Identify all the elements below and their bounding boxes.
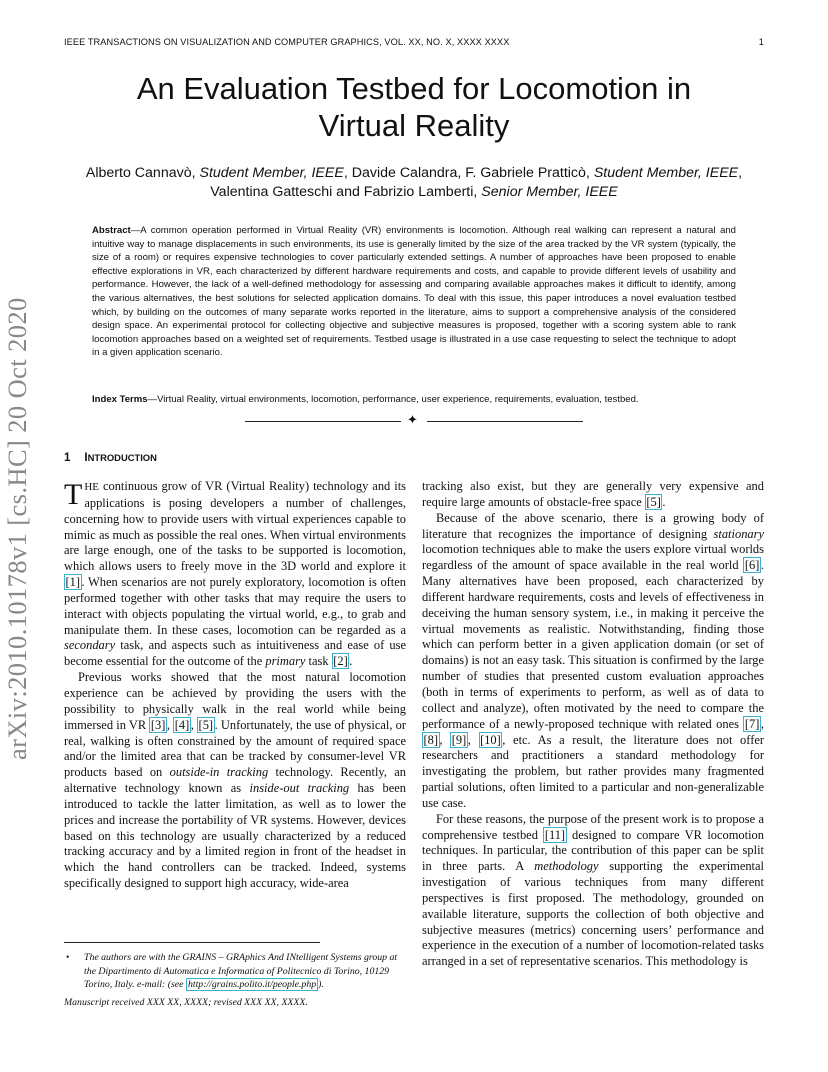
journal-name: IEEE TRANSACTIONS ON VISUALIZATION AND COMPUTER GRAPHICS, VOL. XX, NO. X, XXXX XXXX [64,37,510,47]
emphasis: stationary [713,526,764,541]
text-run: , etc. As a result, the literature does not offer researchers and practitioners a standard methodology for investigating the problem, but rather provides many fragmented partial solutions, often limited to a particular and non-generalizable use case. [422,732,765,810]
arxiv-stamp: arXiv:2010.10178v1 [cs.HC] 20 Oct 2020 [2,297,32,760]
text-run: continuous grow of VR (Virtual Reality) technology and its applications is posing developers a number of challenges, concerning how to provide users with virtual experiences capable to mimic as much as possible the real ones. When virtual environments are large enough, one of the tasks to be supported is locomotion, which allows users to freely move in the 3D world and explore it [64,479,406,574]
text-run: task, and aspects such as intuitiveness and ease of use become essential for the outcome of the [64,638,406,669]
citation-link[interactable]: [9] [451,732,467,747]
index-terms-label: Index Terms [92,394,148,405]
title-line-1: An Evaluation Testbed for Locomotion in [136,71,692,106]
drop-cap: T [64,478,83,511]
citation-link[interactable]: [6] [744,558,760,573]
text-run: , [190,717,198,732]
text-run: , [760,716,764,731]
text-run: . When scenarios are not purely exploratory, locomotion is often performed together with other tasks that may require the users to interact with objects populating the virtual world, e.g., to grab and manipulate them. In these cases, locomotion can be regarded as a [64,575,406,637]
author-3-role: Student Member, IEEE [593,165,739,181]
text-run: . Many alternatives have been proposed, each characterized by different hardware requirements, costs and levels of effectiveness in deceiving the human sensory system, i.e., in making it perceive the virtual movements as realistic. Notwithstanding, finding those which can perform better in a given application domain (or set of domains) is not an easy task. This situation is confirmed by the large number of studies that presented custom evaluation approaches (both in terms of experiments to perform, as well as of data to collect and analyze), often motivated by the need to compare the performance of a newly-proposed technique with related ones [422,558,764,731]
paper-title [40,70,788,144]
paragraph [422,812,764,970]
manuscript-note: Manuscript received XXX XX, XXXX; revised XXX XX, XXXX. [64,996,308,1008]
section-heading [64,452,157,464]
citation-link[interactable]: [3] [150,717,166,732]
author-1: Alberto Cannavò, [85,165,196,181]
emphasis: outside-in tracking [169,765,269,780]
body-column-left [64,479,406,929]
abstract-text: —A common operation performed in Virtual Reality (VR) environments is locomotion. Although real walking can represent a natural and intuitive way to manage displacements in such environments, its use is generally limited by the size of the area tracked by the VR system (typically, the size of a room) or requires expensive technologies to cover particularly extended settings. A number of approaches have been proposed to enable effective explorations in VR, each characterized by different hardware requirements and costs, and capable to provide different levels of usability and performance. However, the lack of a well-defined methodology for assessing and comparing available approaches makes it difficult to identify, among the various alternatives, the best solutions for selected application domains. To deal with this issue, this paper introduces a novel evaluation testbed which, by building on the outcomes of many separate works reported in the literature, aims to support a comprehensive analysis of the considered design space. An experimental protocol for collecting objective and subjective measures is proposed, together with a scoring system able to rank locomotion approaches based on a weighted set of requirements. Testbed usage is illustrated in a use case requesting to select the technique to adopt in a given application scenario. [92,225,736,359]
text-run: technology. Recently, an alternative technology known as [64,765,407,796]
author-5-role: Senior Member, IEEE [481,184,618,200]
emphasis: secondary [64,638,116,653]
citation-link[interactable]: [8] [423,732,439,747]
text-run: . [349,654,353,669]
text-run: For these reasons, the purpose of the present work is to propose a comprehensive testbed [422,811,764,842]
index-terms [92,393,736,407]
title-line-2: Virtual Reality [318,108,510,143]
authors-4-5: Valentina Gatteschi and Fabrizio Lamberti, [210,184,478,200]
text-run: has been introduced to tackle the latter limitation, as well as to lower the prices and increase the portability of VR systems. However, devices based on this technology are usually characterized by a reduced tracking accuracy and by a limited region in front of the headset in which the hand controllers can be tracked. Indeed, systems specifically designed to support high accuracy, wide-area [64,781,406,891]
text-run: ). [318,979,324,991]
running-header [64,37,764,47]
divider-line-left [245,421,401,422]
footnote-item [64,951,406,992]
section-number: 1 [64,452,71,464]
text-run: , [439,732,451,747]
paragraph [64,670,406,892]
text-run: designed to compare VR locomotion techniques. In particular, the contribution of this paper can be split in three parts. A [422,827,764,874]
section-title-rest: NTRODUCTION [87,452,157,463]
section-divider [245,414,583,428]
emphasis: methodology [534,859,599,874]
author-list [30,164,798,202]
citation-link[interactable]: [1] [65,575,81,590]
citation-link[interactable]: [5] [646,494,661,509]
footnote [64,951,406,1009]
citation-link[interactable]: [7] [744,716,760,731]
paragraph [422,511,764,812]
citation-link[interactable]: [4] [174,717,190,732]
text-run: Previous works showed that the most natural locomotion experience can be achieved by providing the users with the possibility to physically walk in the real world while being immersed in VR [64,670,406,732]
text-run: tracking also exist, but they are generally very expensive and require large amounts of obstacle-free space [422,479,764,509]
section-title-initial: I [84,452,88,464]
diamond-ornament-icon: ✦ [407,412,418,427]
emphasis: primary [265,654,306,669]
footnote-text [84,951,406,992]
citation-link[interactable]: [10] [480,732,501,747]
citation-link[interactable]: [2] [333,654,348,669]
text-run: locomotion techniques able to make the users explore virtual worlds regardless of the amount of space available in the real world [422,542,764,573]
page-number: 1 [758,37,764,47]
people-page-link[interactable]: http://grains.polito.it/people.php [187,979,317,991]
author-sep: , [738,165,743,181]
citation-link[interactable]: [11] [544,827,566,842]
text-run: , [166,717,174,732]
text-run: . Unfortunately, the use of physical, or real, walking is often constrained by the amount of required space and/or the limited area that can be tracked by consumer-level VR products based on [64,717,407,780]
abstract [92,224,736,360]
citation-link[interactable]: [5] [198,717,214,732]
footnote-separator [64,942,320,943]
text-run: The authors are with the GRAINS – GRAphics And INtelligent Systems group at the Dipartimento di Automatica e Informatica of Politecnico di Torino, 10129 Torino, Italy. e-mail: (see [84,952,398,991]
text-run: task [305,654,332,669]
text-run: , [467,732,479,747]
paragraph [64,479,406,670]
divider-line-right [427,421,583,422]
emphasis: inside-out tracking [249,781,350,796]
small-caps-word: HE [84,481,99,493]
index-terms-text: —Virtual Reality, virtual environments, locomotion, performance, user experience, requirements, evaluation, testbed. [147,394,639,405]
text-run: . [662,494,666,509]
text-run: supporting the experimental investigation of various techniques from many different perspectives is first proposed. The methodology, grounded on available literature, supports the collection of both objective and subjective measures (metrics) concerning users’ performance and experience in the execution of a number of locomotion-related tasks arranged in a set of representative scenarios. This methodology is [422,859,764,969]
text-run: Because of the above scenario, there is a growing body of literature that recognizes the importance of designing [422,510,764,541]
authors-2-3: , Davide Calandra, F. Gabriele Pratticò, [343,165,590,181]
abstract-label: Abstract [92,225,131,236]
footnote-bullet: • [66,952,70,963]
author-1-role: Student Member, IEEE [199,165,344,181]
paragraph [422,479,764,511]
body-column-right [422,479,764,970]
